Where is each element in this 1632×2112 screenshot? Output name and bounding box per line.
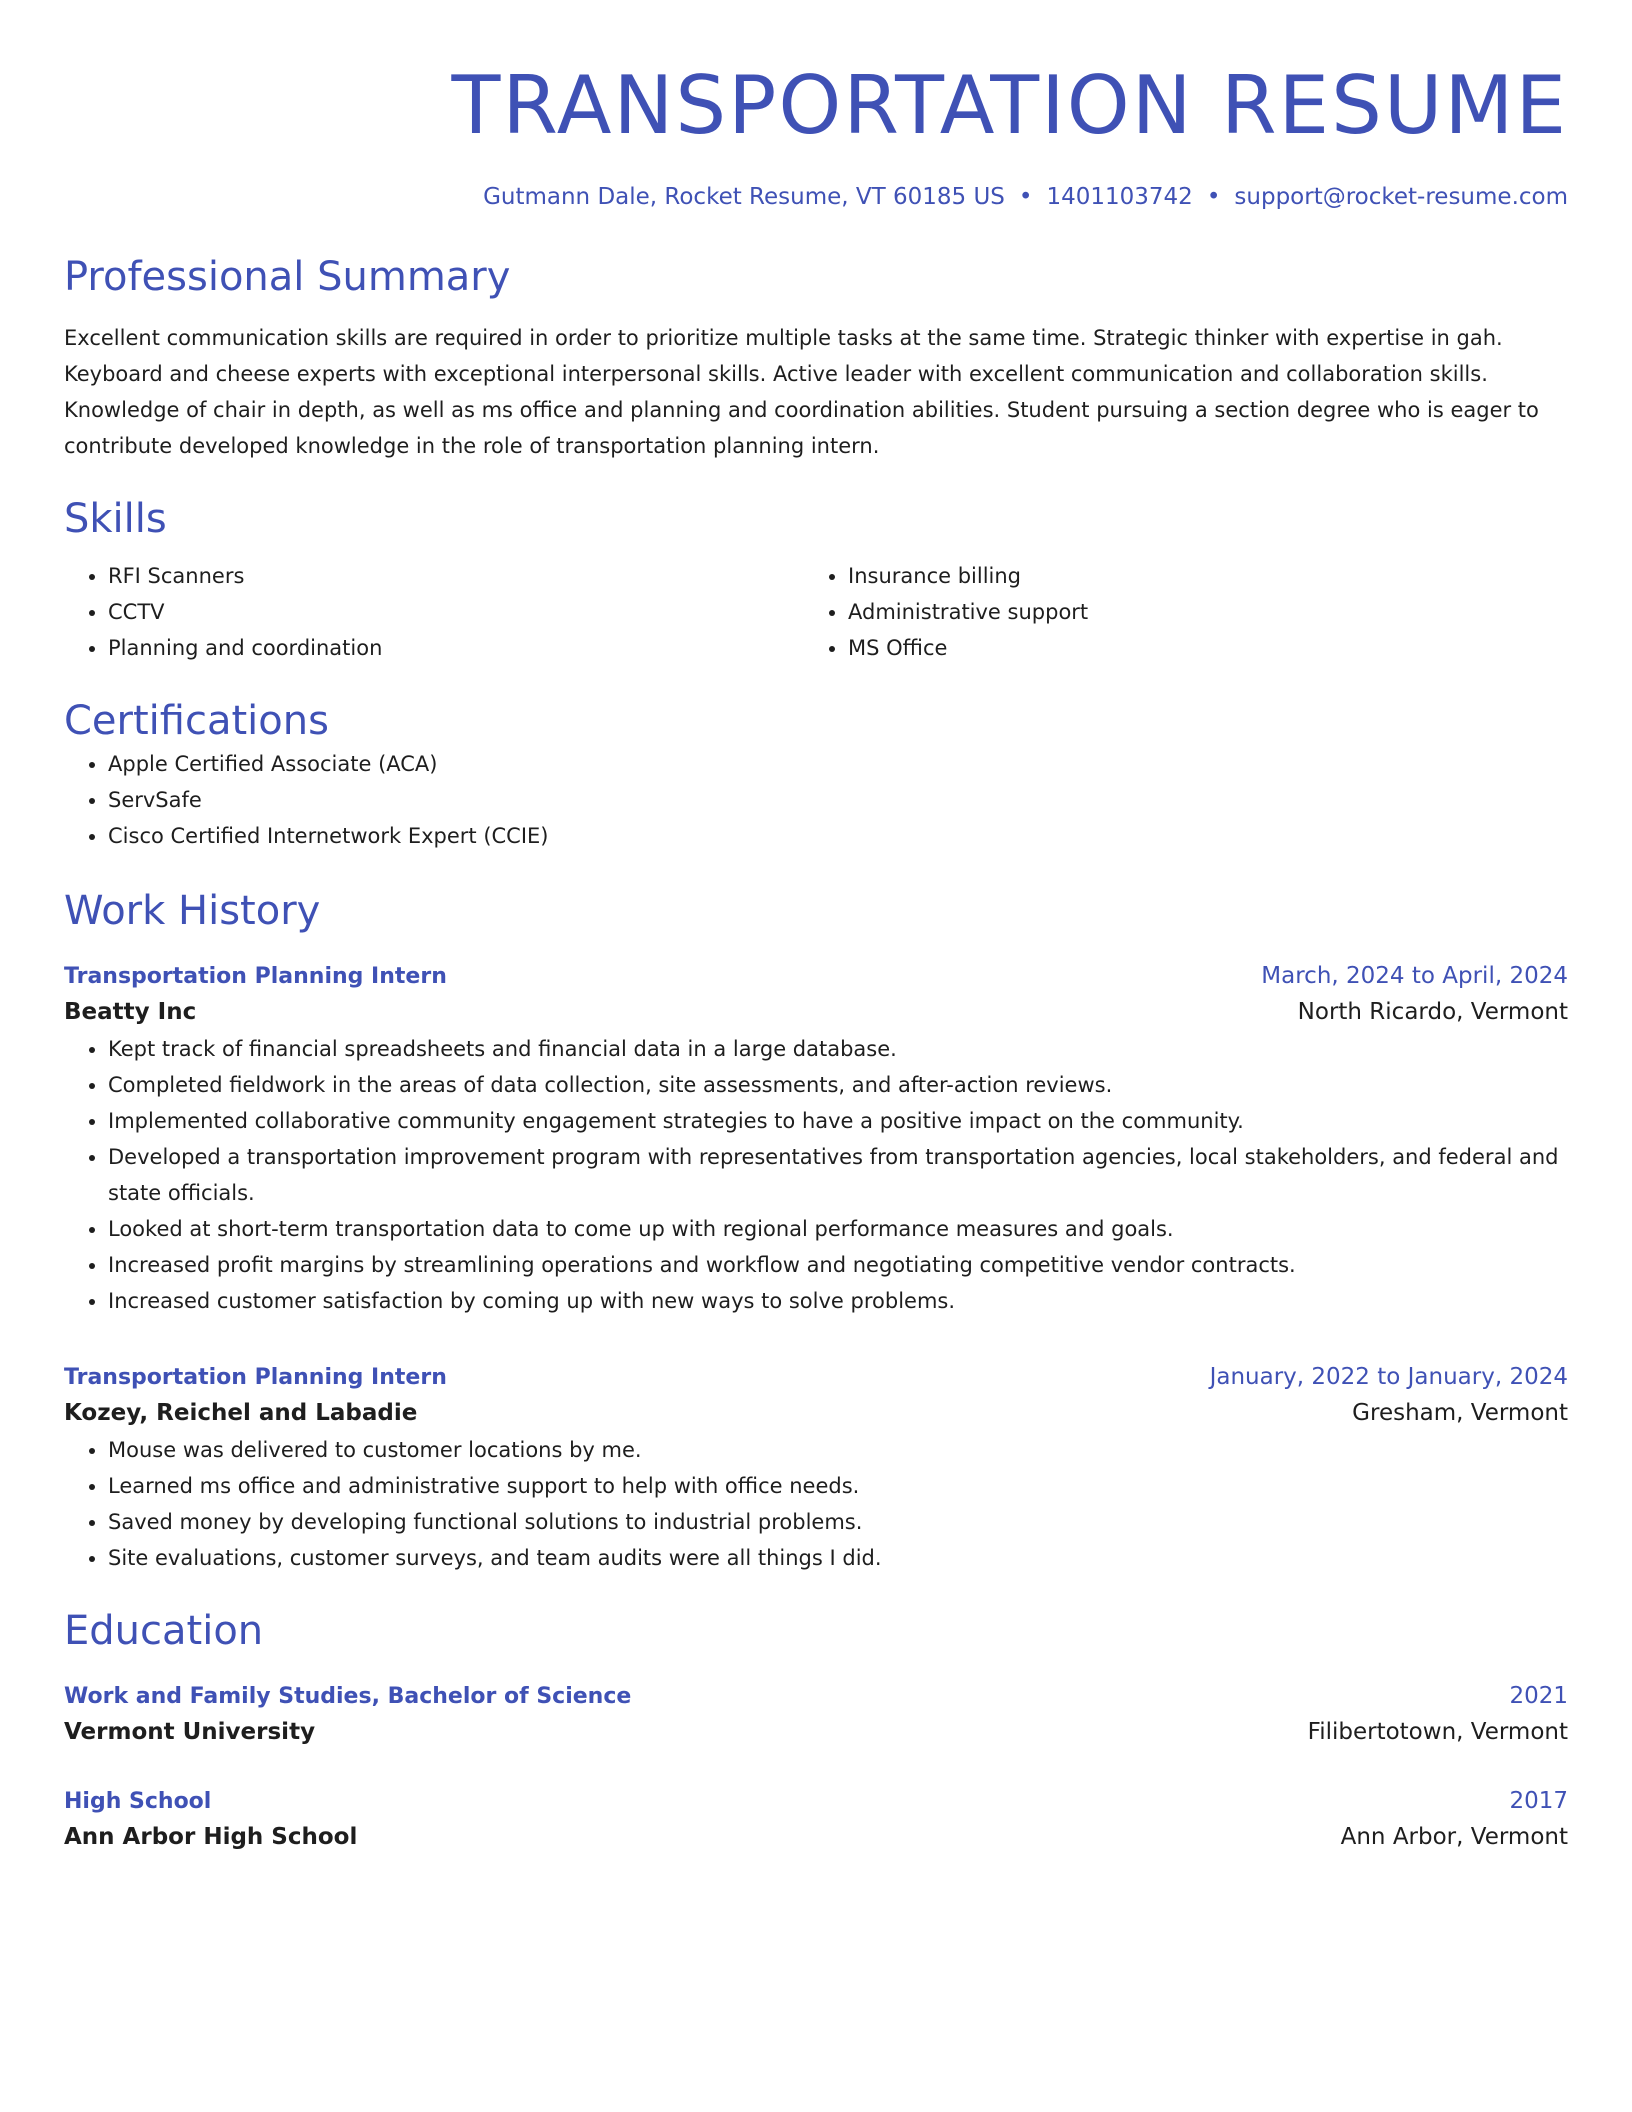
skills-heading: Skills — [64, 496, 167, 542]
skill-item: • MS Office — [848, 630, 1544, 666]
contact-email: support@rocket-resume.com — [1234, 184, 1568, 210]
summary-heading: Professional Summary — [64, 254, 511, 300]
contact-line — [64, 182, 1568, 212]
work-history-heading: Work History — [64, 888, 321, 934]
certification-item: • Apple Certified Associate (ACA) — [108, 746, 1568, 782]
skills-column-right — [804, 558, 1544, 666]
job-title-row — [64, 1361, 1568, 1394]
job-bullet: • Kept track of financial spreadsheets and financial data in a large database. — [108, 1031, 1568, 1067]
skill-item: • RFI Scanners — [108, 558, 804, 594]
contact-separator: • — [1206, 184, 1221, 210]
education-school: Vermont University — [64, 1719, 316, 1745]
education-school: Ann Arbor High School — [64, 1824, 358, 1850]
job-bullet: • Completed fieldwork in the areas of data collection, site assessments, and after-action reviews. — [108, 1067, 1568, 1103]
work-history-section — [64, 886, 1568, 1576]
education-location: Filibertotown, Vermont — [1307, 1719, 1568, 1745]
education-degree-row — [64, 1680, 1568, 1713]
skill-item: • Insurance billing — [848, 558, 1544, 594]
education-school-row — [64, 1713, 1568, 1751]
resume-header — [64, 58, 1568, 212]
skills-list-right — [804, 558, 1544, 666]
job-bullet: • Implemented collaborative community engagement strategies to have a positive impact on the community. — [108, 1103, 1568, 1139]
education-section — [64, 1606, 1568, 1856]
job-bullets — [64, 1031, 1568, 1319]
job-bullet: • Developed a transportation improvement program with representatives from transportation agencies, local stakeholders, and federal and state officials. — [108, 1139, 1568, 1211]
job-employer-row — [64, 993, 1568, 1031]
job-employer: Beatty Inc — [64, 999, 197, 1025]
certification-item: • ServSafe — [108, 782, 1568, 818]
education-degree-row — [64, 1785, 1568, 1818]
skill-item: • Administrative support — [848, 594, 1544, 630]
certifications-section — [64, 696, 1568, 854]
job-entry — [64, 960, 1568, 1319]
job-location: North Ricardo, Vermont — [1297, 999, 1568, 1025]
education-degree: Work and Family Studies, Bachelor of Science — [64, 1684, 632, 1709]
skills-column-left — [64, 558, 804, 666]
resume-title: TRANSPORTATION RESUME — [451, 59, 1568, 152]
contact-separator: • — [1018, 184, 1033, 210]
contact-address: Gutmann Dale, Rocket Resume, VT 60185 US — [483, 184, 1005, 210]
job-employer: Kozey, Reichel and Labadie — [64, 1400, 418, 1426]
skills-grid — [64, 558, 1568, 666]
certifications-list — [64, 746, 1568, 854]
education-location: Ann Arbor, Vermont — [1340, 1824, 1568, 1850]
skill-item: • CCTV — [108, 594, 804, 630]
job-bullet: • Site evaluations, customer surveys, and team audits were all things I did. — [108, 1540, 1568, 1576]
education-entry — [64, 1680, 1568, 1751]
education-entry — [64, 1785, 1568, 1856]
education-year: 2021 — [1509, 1683, 1568, 1709]
job-bullet: • Increased customer satisfaction by coming up with new ways to solve problems. — [108, 1283, 1568, 1319]
skill-item: • Planning and coordination — [108, 630, 804, 666]
education-degree: High School — [64, 1789, 212, 1814]
skills-list-left — [64, 558, 804, 666]
education-school-row — [64, 1818, 1568, 1856]
certifications-heading: Certifications — [64, 698, 329, 744]
job-bullet: • Saved money by developing functional solutions to industrial problems. — [108, 1504, 1568, 1540]
job-bullet: • Learned ms office and administrative support to help with office needs. — [108, 1468, 1568, 1504]
job-title-row — [64, 960, 1568, 993]
job-employer-row — [64, 1394, 1568, 1432]
certification-item: • Cisco Certified Internetwork Expert (CCIE) — [108, 818, 1568, 854]
job-bullet: • Mouse was delivered to customer locations by me. — [108, 1432, 1568, 1468]
education-year: 2017 — [1509, 1788, 1568, 1814]
job-dates: March, 2024 to April, 2024 — [1261, 963, 1568, 989]
job-title: Transportation Planning Intern — [64, 1365, 447, 1390]
education-heading: Education — [64, 1608, 264, 1654]
contact-phone: 1401103742 — [1046, 184, 1193, 210]
job-entry — [64, 1361, 1568, 1576]
summary-section — [64, 252, 1568, 464]
job-title: Transportation Planning Intern — [64, 964, 447, 989]
job-bullets — [64, 1432, 1568, 1576]
job-bullet: • Looked at short-term transportation data to come up with regional performance measures and goals. — [108, 1211, 1568, 1247]
job-bullet: • Increased profit margins by streamlining operations and workflow and negotiating competitive vendor contracts. — [108, 1247, 1568, 1283]
job-location: Gresham, Vermont — [1352, 1400, 1568, 1426]
skills-section — [64, 494, 1568, 666]
summary-text: Excellent communication skills are required in order to prioritize multiple tasks at the same time. Strategic thinker with expertise in gah. Keyboard and cheese experts with exceptional interpersonal skills. Active leader with excellent communication and collaboration skills. Knowledge of chair in depth, as well as ms office and planning and coordination abilities. Student pursuing a section degree who is eager to contribute developed knowledge in the role of transportation planning intern. — [64, 326, 1539, 458]
job-dates: January, 2022 to January, 2024 — [1209, 1364, 1568, 1390]
